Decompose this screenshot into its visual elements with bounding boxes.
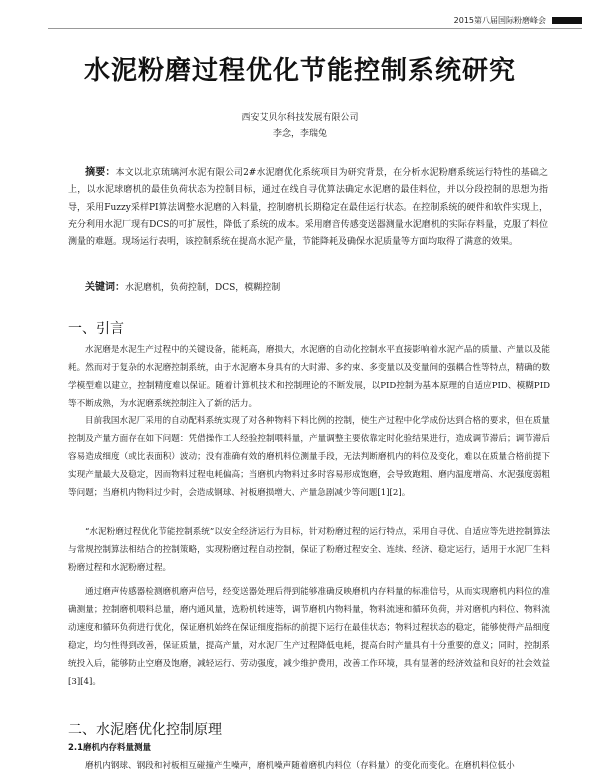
keywords-label: 关键词： [85, 282, 125, 293]
affiliation: 西安艾贝尔科技发展有限公司 [241, 113, 359, 123]
keywords [68, 278, 280, 293]
keywords-text: 水泥磨机，负荷控制，DCS，模糊控制 [125, 283, 281, 293]
abstract-label: 摘要： [85, 167, 116, 178]
intro-paragraph-1 [68, 342, 550, 414]
running-header [454, 15, 582, 26]
principle-paragraph-1 [68, 758, 550, 776]
intro-paragraph-2-text: 目前我国水泥厂采用的自动配料系统实现了对各种物料下料比例的控制，使生产过程中化学成份达到合格的要求，但在质量控制及产量方面存在如下问题：凭借操作工人经验控制喂料量，产量调整主要依靠定时化验结果进行，造成调节滞后；调节滞后容易造成细度（或比表面积）波动；没有准确有效的磨机料位测量手段，无法判断磨机内的料位及变化，难以在质量合格前提下实现产量最大及稳定，因而物料过程电耗偏高；当磨机内物料过多时容易形成饱磨，会导致跑粗、磨内温度增高、水泥强度弱粗等问题；当磨机内物料过少时，会造成钢球、衬板磨损增大、产量急剧减少等问题[1][2]。 [68, 416, 550, 498]
conference-name: 2015第八届国际粉磨峰会 [453, 16, 546, 25]
intro-paragraph-4 [68, 584, 550, 691]
section-heading-principle: 二、水泥磨优化控制原理 [68, 722, 222, 738]
header-rule [48, 28, 582, 29]
intro-paragraph-3 [68, 524, 550, 578]
section-heading-introduction: 一、引言 [68, 321, 124, 337]
abstract-text: 本文以北京琉璃河水泥有限公司2#水泥磨优化系统项目为研究背景，在分析水泥粉磨系统运行特性的基础之上，以水泥球磨机的最佳负荷状态为控制目标，通过在线自寻优算法确定水泥磨的最佳料位，并以分段控制的思想为指导，采用Fuzzy采样PI算法调整水泥磨的入料量，控制磨机长期稳定在最佳运行状态。在控制系统的硬件和软件实现上，充分利用水泥厂现有DCS的可扩展性，降低了系统的成本。采用磨音传感变送器测量水泥磨机的实际存料量，克服了料位测量的难题。现场运行表明，该控制系统在提高水泥产量，节能降耗及确保水泥质量等方面均取得了满意的效果。 [68, 168, 548, 248]
paper-title: 水泥粉磨过程优化节能控制系统研究 [83, 56, 516, 86]
subsection-heading-2-1: 2.1磨机内存料量测量 [68, 743, 152, 753]
intro-paragraph-2 [68, 413, 550, 503]
intro-paragraph-4-text: 通过磨声传感器检测磨机磨声信号，经变送器处理后得到能够准确反映磨机内存料量的标准信号，从而实现磨机内料位的准确测量；控制磨机喂料总量，磨内通风量，选粉机转速等，调节磨机内物料量，物料流速和循环负荷，并对磨机内料位、物料流动速度和循环负荷进行优化，保证磨机始终在保证细度指标的前提下运行在最佳状态；物料过程状态的稳定，能够使得产品细度稳定，均匀性得到改善，保证质量，提高产量，对水泥厂生产过程降低电耗，提高台时产量具有十分重要的意义；同时，控制系统投入后，能够防止空磨及饱磨，减轻运行、劳动强度，减少维护费用，改善工作环境，具有显著的经济效益和良好的社会效益[3][4]。 [68, 587, 550, 687]
principle-paragraph-1-text: 磨机内钢球、钢段和衬板相互碰撞产生噪声，磨机噪声随着磨机内料位（存料量）的变化而变化。在磨机料位低小 [85, 761, 515, 771]
authors: 李念，李瑞兔 [272, 129, 327, 139]
header-black-bar [552, 17, 582, 24]
intro-paragraph-3-text: “水泥粉磨过程优化节能控制系统”以安全经济运行为目标，针对粉磨过程的运行特点，采用自寻优、自适应等先进控制算法与常规控制算法相结合的控制策略，实现粉磨过程自动控制，保证了粉磨过程安全、连续、经济、稳定运行，适用于水泥厂生料粉磨过程和水泥粉磨过程。 [68, 527, 550, 573]
abstract [68, 164, 548, 251]
intro-paragraph-1-text: 水泥磨是水泥生产过程中的关键设备，能耗高，磨损大，水泥磨的自动化控制水平直接影响着水泥产品的质量、产量以及能耗。然而对于复杂的水泥磨控制系统，由于水泥磨本身具有的大时滞、多约束、多变量以及变量间的强耦合性等特点，精确的数学模型难以建立，控制精度难以保证。随着计算机技术和控制理论的不断发展，以PID控制为基本原理的自适应PID、模糊PID等不断成熟，为水泥磨系统控制注入了新的活力。 [68, 345, 550, 409]
